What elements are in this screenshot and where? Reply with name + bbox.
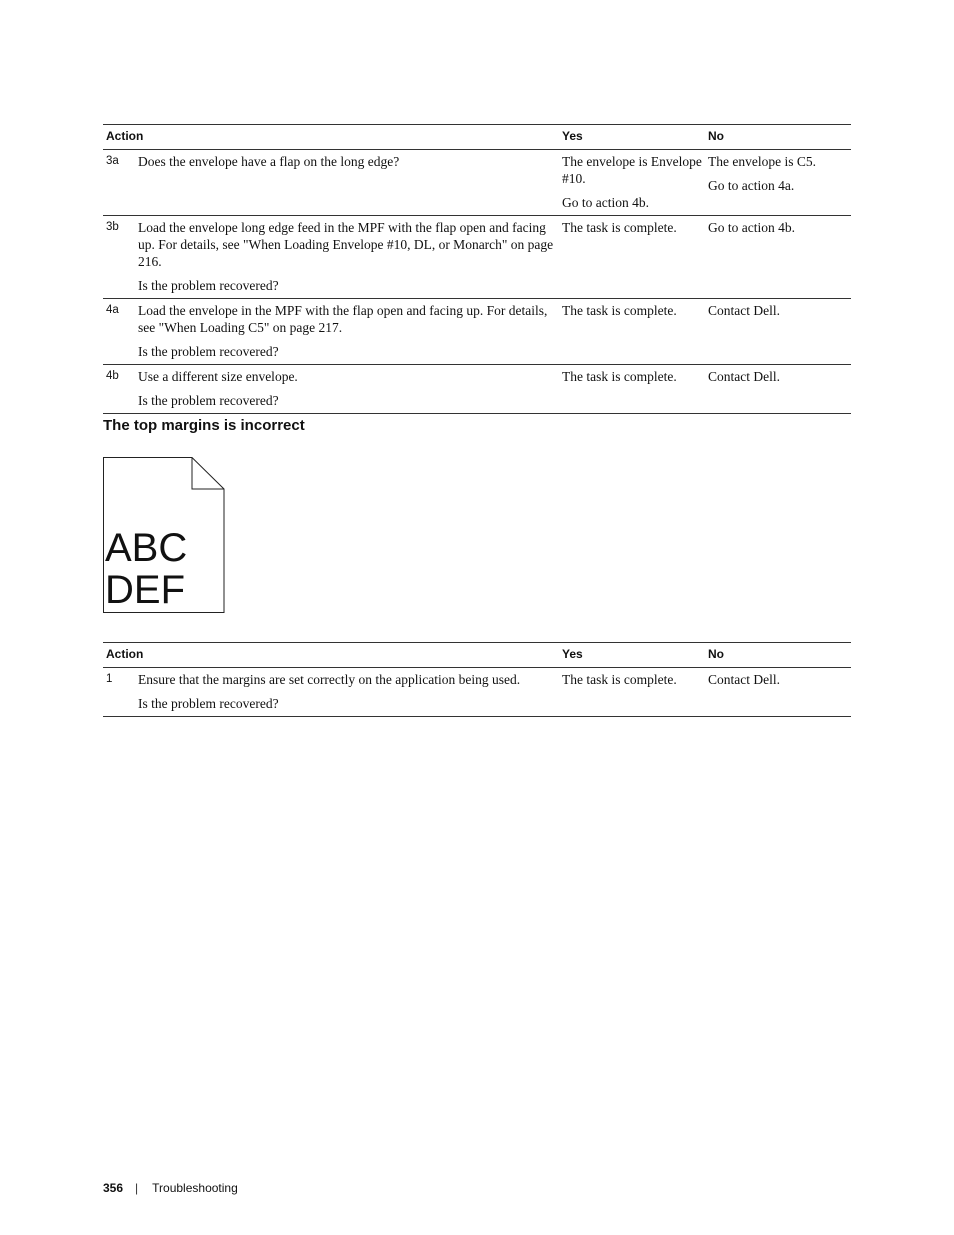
yes-text: The envelope is Envelope #10. [562, 154, 702, 186]
action-cell [135, 299, 559, 365]
header-no: No [705, 125, 851, 150]
action-text: Ensure that the margins are set correctly on the application being used. [138, 672, 521, 687]
no-cell [705, 150, 851, 216]
table-row [103, 668, 851, 717]
page-illustration [103, 457, 225, 615]
action-text: Use a different size envelope. [138, 369, 298, 384]
table-row [103, 299, 851, 365]
table-header-row [103, 125, 851, 150]
action-cell [135, 668, 559, 717]
no-cell [705, 299, 851, 365]
yes-text: Go to action 4b. [562, 195, 649, 210]
step-number: 3b [103, 216, 135, 299]
illustration-text-line1: ABC [105, 526, 188, 570]
yes-cell [559, 216, 705, 299]
step-number: 1 [103, 668, 135, 717]
no-text: Go to action 4a. [708, 178, 795, 193]
section-heading: The top margins is incorrect [103, 417, 305, 434]
action-text: Load the envelope in the MPF with the flap open and facing up. For details, see "When Loading C5" on page 217. [138, 303, 548, 335]
action-question: Is the problem recovered? [138, 278, 279, 293]
no-cell [705, 668, 851, 717]
footer-separator: | [135, 1181, 139, 1195]
header-yes: Yes [559, 643, 705, 668]
yes-cell [559, 150, 705, 216]
yes-text: The task is complete. [562, 672, 677, 687]
no-cell [705, 216, 851, 299]
page-footer [103, 1181, 238, 1195]
yes-cell [559, 668, 705, 717]
yes-cell [559, 299, 705, 365]
header-no: No [705, 643, 851, 668]
no-cell [705, 365, 851, 414]
header-action: Action [103, 643, 559, 668]
step-number: 3a [103, 150, 135, 216]
no-text: Go to action 4b. [708, 220, 795, 235]
illustration-text-line2: DEF [105, 568, 185, 612]
header-yes: Yes [559, 125, 705, 150]
no-text: The envelope is C5. [708, 154, 816, 169]
step-number: 4a [103, 299, 135, 365]
envelope-troubleshooting-table [103, 124, 851, 414]
action-cell [135, 365, 559, 414]
margins-troubleshooting-table [103, 642, 851, 717]
table-row [103, 216, 851, 299]
header-action: Action [103, 125, 559, 150]
action-question: Is the problem recovered? [138, 393, 279, 408]
yes-cell [559, 365, 705, 414]
no-text: Contact Dell. [708, 303, 780, 318]
action-cell [135, 216, 559, 299]
action-question: Is the problem recovered? [138, 344, 279, 359]
no-text: Contact Dell. [708, 672, 780, 687]
step-number: 4b [103, 365, 135, 414]
page-number: 356 [103, 1181, 124, 1195]
action-cell [135, 150, 559, 216]
action-question: Is the problem recovered? [138, 696, 279, 711]
yes-text: The task is complete. [562, 220, 677, 235]
yes-text: The task is complete. [562, 303, 677, 318]
action-text: Load the envelope long edge feed in the MPF with the flap open and facing up. For details, see "When Loading Envelope #10, DL, or Monarch" on page 216. [138, 220, 554, 269]
table-row [103, 365, 851, 414]
table-row [103, 150, 851, 216]
action-text: Does the envelope have a flap on the long edge? [138, 154, 400, 169]
yes-text: The task is complete. [562, 369, 677, 384]
footer-section-name: Troubleshooting [152, 1181, 238, 1195]
no-text: Contact Dell. [708, 369, 780, 384]
table-header-row [103, 643, 851, 668]
